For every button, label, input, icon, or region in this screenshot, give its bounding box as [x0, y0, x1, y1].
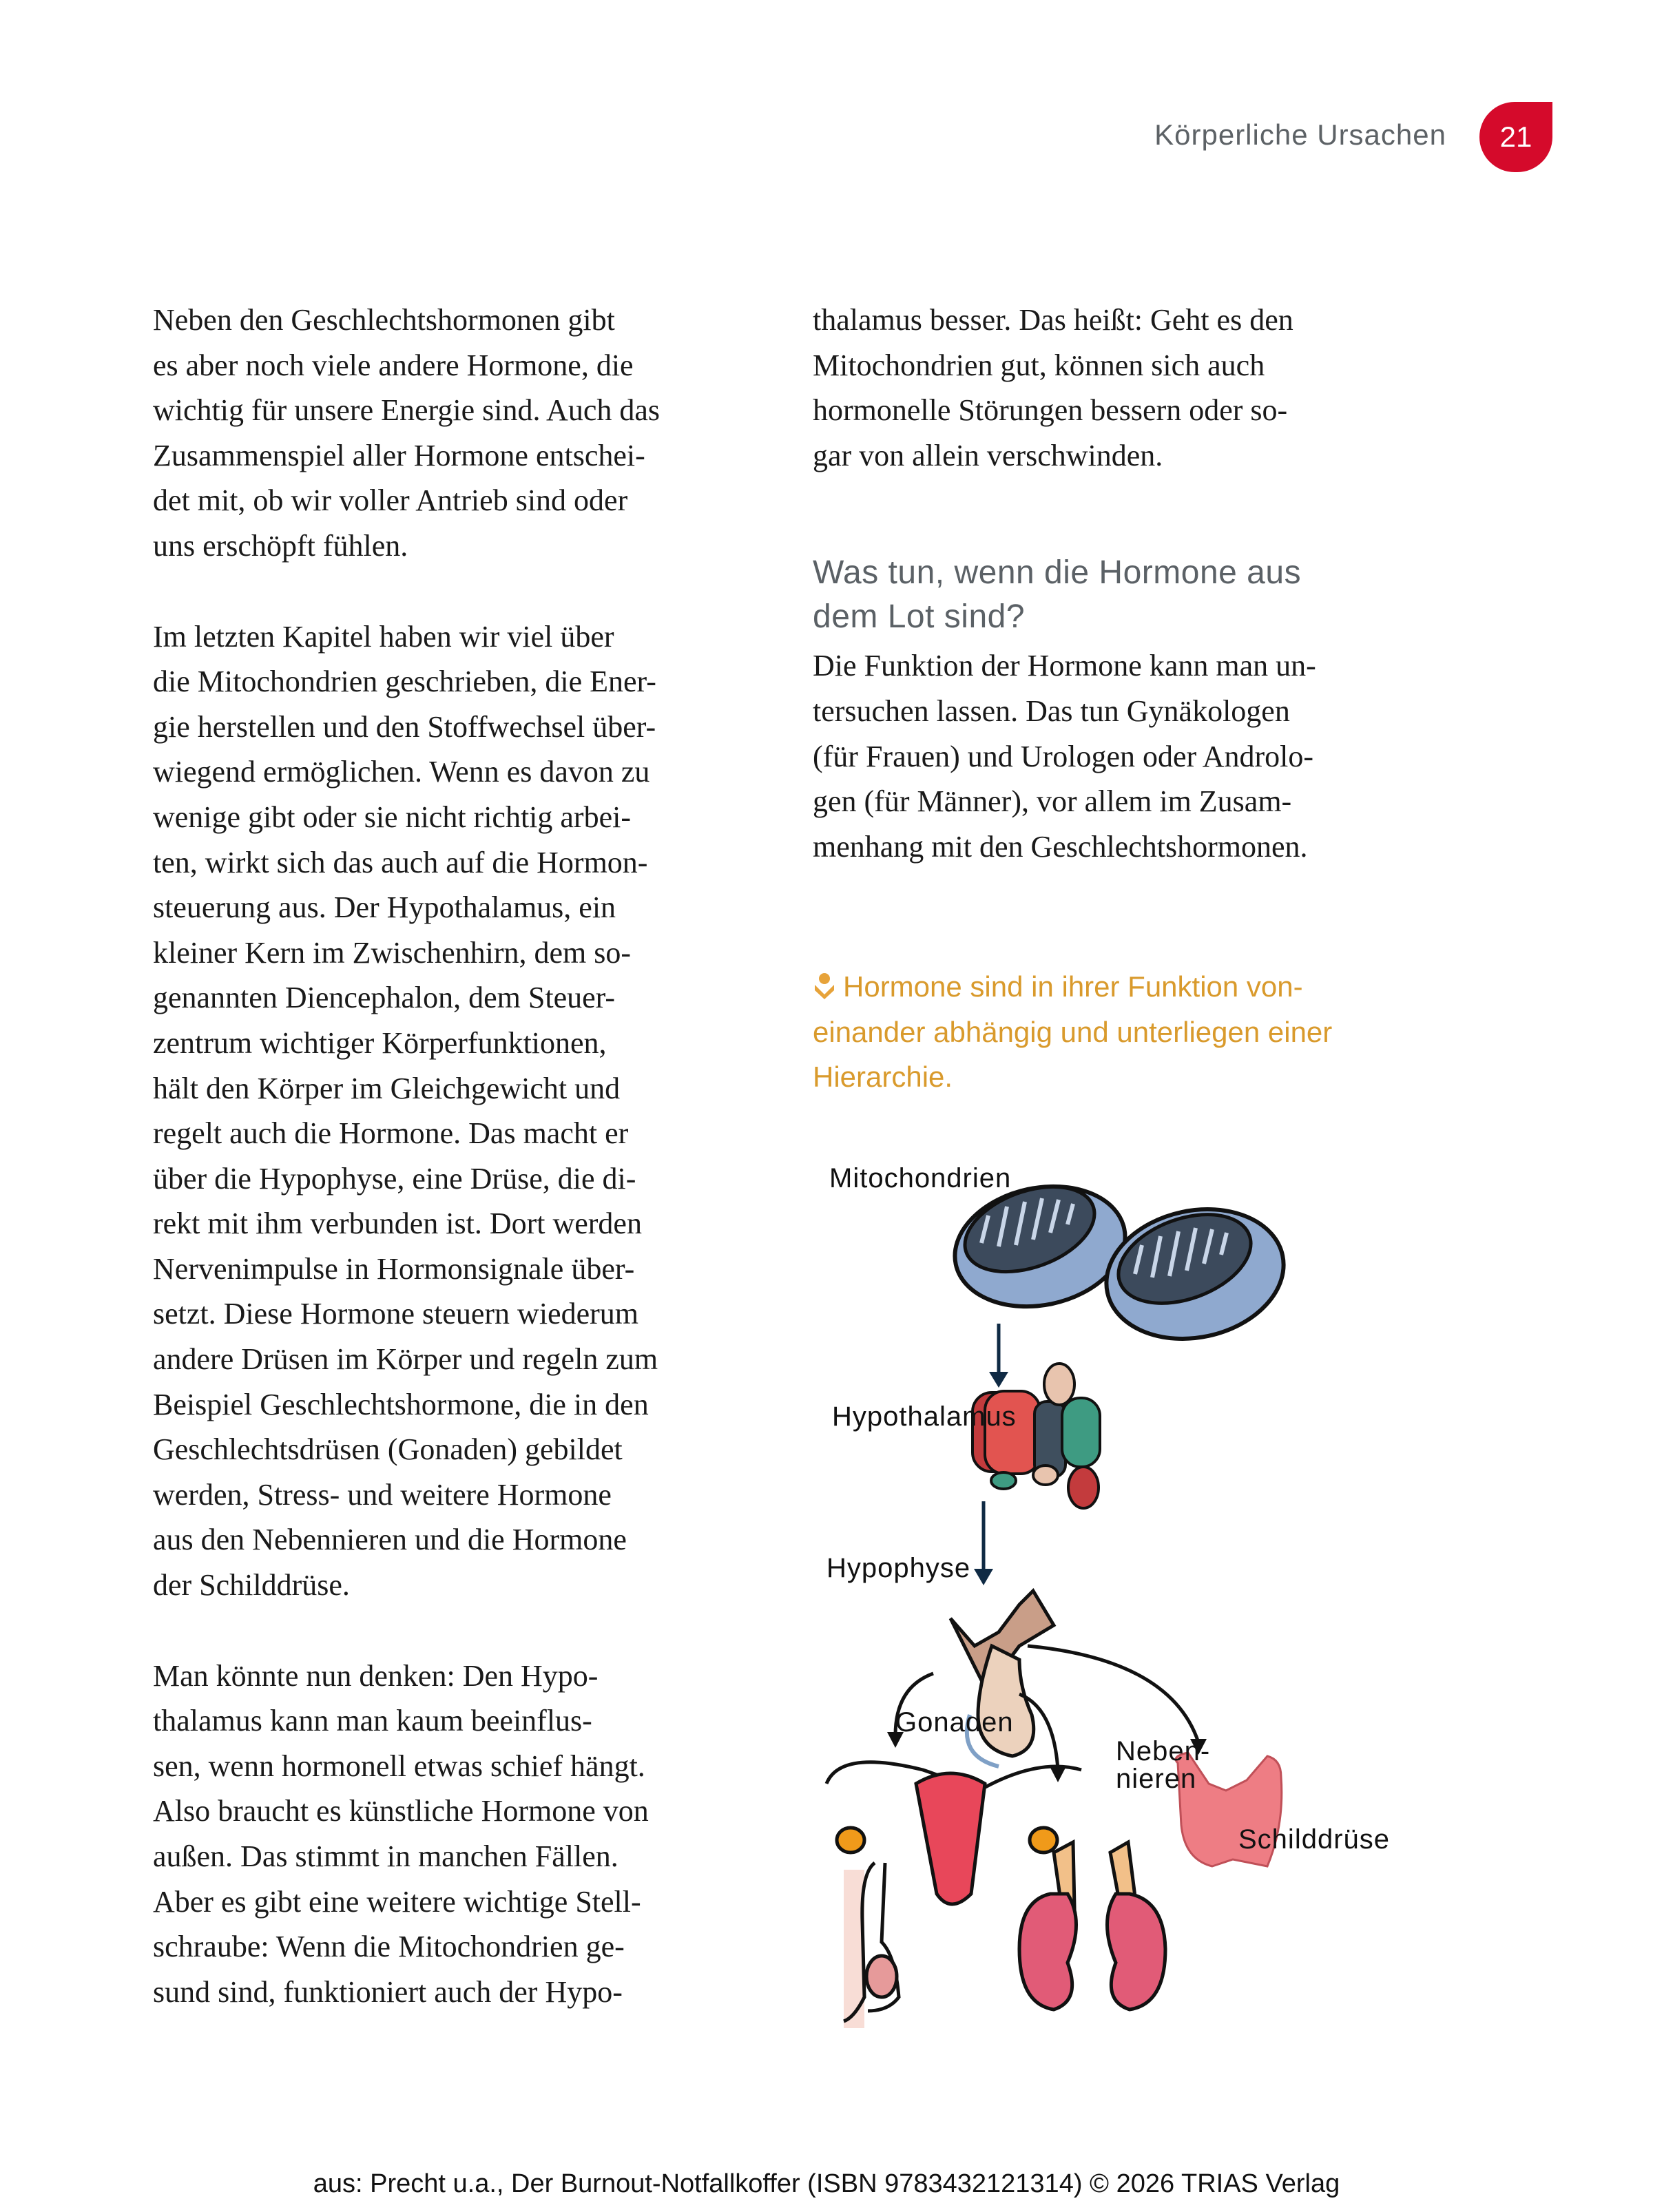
text-line: außen. Das stimmt in manchen Fällen.: [153, 1839, 618, 1873]
text-line: Geschlechtsdrüsen (Gonaden) gebildet: [153, 1432, 623, 1467]
text-line: wichtig für unsere Energie sind. Auch das: [153, 393, 661, 428]
text-line: gie herstellen und den Stoffwechsel über-: [153, 709, 656, 744]
text-line: tersuchen lassen. Das tun Gynäkologen: [813, 693, 1290, 728]
heading-line: Was tun, wenn die Hormone aus: [813, 554, 1302, 592]
text-line: thalamus kann man kaum beeinflus-: [153, 1704, 592, 1738]
text-line: über die Hypophyse, eine Drüse, die di-: [153, 1161, 636, 1196]
text-line: zentrum wichtiger Körperfunktionen,: [153, 1025, 607, 1060]
text-line: ten, wirkt sich das auch auf die Hormon-: [153, 845, 648, 879]
text-line: sen, wenn hormonell etwas schief hängt.: [153, 1749, 645, 1783]
text-line: Mitochondrien gut, können sich auch: [813, 348, 1265, 382]
text-line: thalamus besser. Das heißt: Geht es den: [813, 303, 1293, 337]
text-line: uns erschöpft fühlen.: [153, 528, 408, 563]
pituitary-icon: [950, 1591, 1054, 1766]
text-line: gen (für Männer), vor allem im Zusam-: [813, 784, 1292, 819]
paragraph-2: [153, 614, 773, 1608]
text-line: regelt auch die Hormone. Das macht er: [153, 1116, 629, 1151]
section-heading: [813, 551, 1446, 639]
testes-icon: [844, 1863, 899, 2028]
text-line: Beispiel Geschlechtshormone, die in den: [153, 1387, 649, 1421]
page-number-badge: [1479, 102, 1552, 172]
text-line: det mit, ob wir voller Antrieb sind oder: [153, 483, 628, 518]
callout-text: Hormone sind in ihrer Funktion von-: [843, 970, 1303, 1003]
hypothalamus-icon: [973, 1364, 1100, 1508]
label-pituitary: Hypophyse: [826, 1553, 971, 1583]
label-hypothalamus: Hypothalamus: [832, 1401, 1017, 1432]
paragraph-gap: [153, 569, 773, 614]
arrow-down-icon: [989, 1324, 1008, 1388]
running-chapter-title: Körperliche Ursachen: [1154, 118, 1446, 151]
text-line: die Mitochondrien geschrieben, die Ener-: [153, 665, 656, 699]
arrow-down-icon: [974, 1501, 993, 1585]
text-line: wiegend ermöglichen. Wenn es davon zu: [153, 755, 650, 789]
section-body: [813, 643, 1446, 869]
text-line: Im letzten Kapitel haben wir viel über: [153, 619, 614, 654]
label-adrenal-line2: nieren: [1116, 1764, 1197, 1794]
text-line: Nervenimpulse in Hormonsignale über-: [153, 1251, 635, 1286]
text-line: andere Drüsen im Körper und regeln zum: [153, 1342, 658, 1377]
paragraph-gap: [153, 1608, 773, 1653]
left-column: [153, 298, 773, 2014]
text-line: wenige gibt oder sie nicht richtig arbei-: [153, 800, 631, 834]
text-line: genannten Diencephalon, dem Steuer-: [153, 981, 616, 1015]
label-adrenal-line1: Neben-: [1116, 1736, 1211, 1766]
right-column: [813, 298, 1446, 869]
text-line: kleiner Kern im Zwischenhirn, dem so-: [153, 935, 632, 970]
text-line: hormonelle Störungen bessern oder so-: [813, 393, 1288, 428]
text-line: hält den Körper im Gleichgewicht und: [153, 1071, 621, 1105]
text-line: menhang mit den Geschlechtshormonen.: [813, 829, 1308, 864]
text-line: gar von allein verschwinden.: [813, 438, 1163, 472]
text-line: (für Frauen) und Urologen oder Androlo-: [813, 739, 1314, 773]
text-line: schraube: Wenn die Mitochondrien ge-: [153, 1930, 625, 1964]
text-line: setzt. Diese Hormone steuern wiederum: [153, 1297, 638, 1331]
chevron-dot-icon: [813, 972, 836, 999]
label-thyroid: Schilddrüse: [1238, 1824, 1391, 1855]
text-line: Neben den Geschlechtshormonen gibt: [153, 303, 615, 337]
hormone-hierarchy-diagram: [813, 1164, 1460, 2038]
text-line: Die Funktion der Hormone kann man un-: [813, 649, 1316, 683]
label-mitochondria: Mitochondrien: [829, 1163, 1012, 1193]
text-line: der Schilddrüse.: [153, 1568, 350, 1603]
mitochondria-icon: [944, 1171, 1296, 1355]
label-gonads: Gonaden: [895, 1707, 1014, 1738]
text-line: Also braucht es künstliche Hormone von: [153, 1794, 649, 1828]
paragraph-1: [153, 298, 773, 569]
copyright-footer: aus: Precht u.a., Der Burnout-Notfallkoffer (ISBN 9783432121314) © 2026 TRIAS Verlag: [313, 2169, 1340, 2198]
text-line: es aber noch viele andere Hormone, die: [153, 348, 634, 382]
text-line: werden, Stress- und weitere Hormone: [153, 1477, 612, 1512]
heading-line: dem Lot sind?: [813, 598, 1026, 636]
key-takeaway-callout: [813, 964, 1446, 1100]
kidney-icon: [1019, 1842, 1165, 2010]
text-line: Aber es gibt eine weitere wichtige Stell-: [153, 1884, 641, 1919]
diagram-illustration: [813, 1164, 1460, 2038]
callout-line: einander abhängig und unterliegen einer: [813, 1015, 1333, 1048]
section-gap: [813, 478, 1446, 551]
text-line: steuerung aus. Der Hypothalamus, ein: [153, 890, 616, 925]
paragraph-3: [153, 1653, 773, 2015]
callout-line: [813, 964, 1446, 1010]
text-line: Man könnte nun denken: Den Hypo-: [153, 1658, 599, 1693]
callout-line: Hierarchie.: [813, 1061, 953, 1094]
text-line: aus den Nebennieren und die Hormone: [153, 1523, 627, 1557]
continuation-paragraph: [813, 298, 1446, 478]
text-line: rekt mit ihm verbunden ist. Dort werden: [153, 1207, 642, 1241]
text-line: Zusammenspiel aller Hormone entschei-: [153, 438, 645, 472]
page-number: 21: [1499, 121, 1532, 153]
text-line: sund sind, funktioniert auch der Hypo-: [153, 1974, 623, 2009]
